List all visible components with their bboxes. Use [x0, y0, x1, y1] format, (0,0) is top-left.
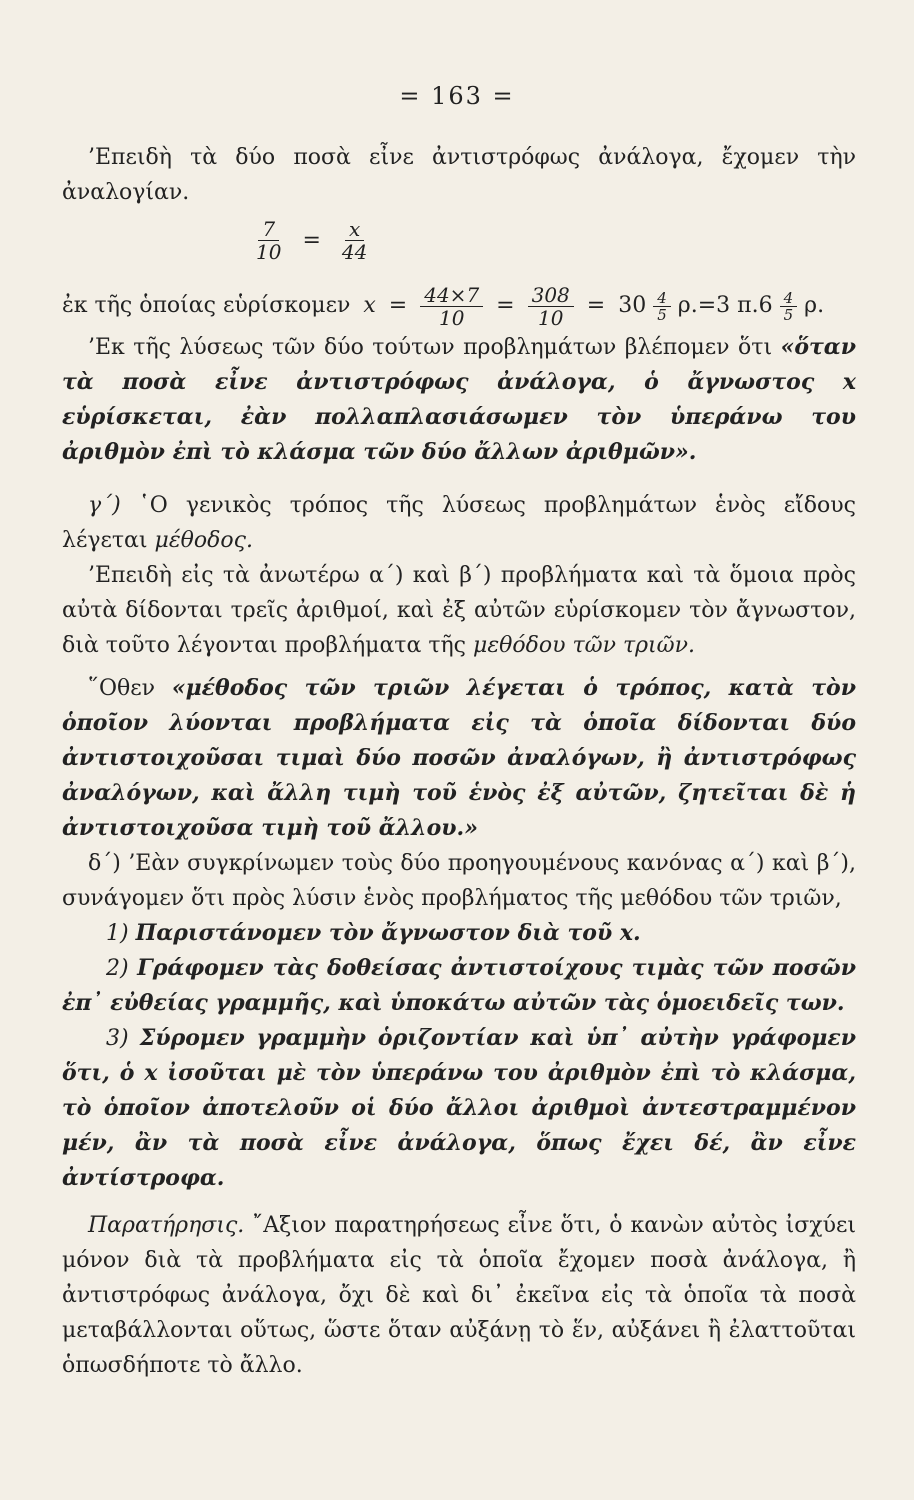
list-item: 3) Σύρομεν γραμμὴν ὁριζοντίαν καὶ ὑπ᾽ αὐτὴν γράφομεν ὅτι, ὁ x ἰσοῦται μὲ τὸν ὑπεράνω του ἀριθμὸν ἐπὶ τὸ κλάσμα, τὸ ὁποῖον ἀποτελοῦν οἱ δύο ἄλλοι ἀριθμοὶ ἀντεστραμμένον μέν, ἂν τὰ ποσὰ εἶνε ἀνάλογα, ὅπως ἔχει δέ, ἂν εἶνε ἀντίστροφα. [62, 1025, 856, 1191]
fraction-rhs: $\frac{x}{44}$ [341, 217, 368, 264]
solution-equation: ἐκ τῆς ὁποίας εὑρίσκομεν x = $\frac{44\times 7}{10}$ = $\frac{308}{10}$ = 30 $\frac{4}{5}$ ρ.=3 π.6 $\frac{4}{5}$ ρ. [62, 282, 825, 330]
fraction-product: $\frac{44\times 7}{10}$ [420, 284, 483, 329]
proportion-equation: $\frac{7}{10}$ = $\frac{x}{44}$ [252, 218, 856, 280]
paragraph-rule-of-three-definition: ῞Οθεν «μέθοδος τῶν τριῶν λέγεται ὁ τρόπος, κατὰ τὸν ὁποῖον λύονται προβλήματα εἰς τὰ ὁποῖα δίδονται δύο ἀντιστοιχοῦσαι τιμαὶ δύο ποσῶν ἀναλόγων, ἢ ἀντιστρόφως ἀναλόγων, καὶ ἄλλη τιμὴ τοῦ ἑνὸς ἐξ αὐτῶν, ζητεῖται δὲ ἡ ἀντιστοιχοῦσα τιμὴ τοῦ ἄλλου.» [62, 675, 856, 841]
list-item: 2) Γράφομεν τὰς δοθείσας ἀντιστοίχους τιμὰς τῶν ποσῶν ἐπ᾽ εὐθείας γραμμῆς, καὶ ὑποκάτω αὐτῶν τὰς ὁμοειδεῖς των. [62, 955, 857, 1016]
section-label-gamma: γ΄) [88, 493, 121, 518]
paragraph-proportion-intro: ’Επειδὴ τὰ δύο ποσὰ εἶνε ἀντιστρόφως ἀνάλογα, ἔχομεν τὴν ἀναλογίαν. [62, 145, 856, 205]
inverse-rule-statement: «ὅταν τὰ ποσὰ εἶνε ἀντιστρόφως ἀνάλογα, ὁ ἄγνωστος x εὑρίσκεται, ἐὰν πολλαπλασιάσωμεν τὸν ὑπεράνω του ἀριθμὸν ἐπὶ τὸ κλάσμα τῶν δύο ἄλλων ἀριθμῶν». [62, 334, 856, 465]
fraction-mixed-1: $\frac{4}{5}$ [653, 290, 671, 323]
paragraph-method-definition: γ΄) ῾Ο γενικὸς τρόπος τῆς λύσεως προβλημάτων ἑνὸς εἴδους λέγεται μέθοδος. [62, 493, 856, 553]
page-body [62, 140, 856, 1383]
paragraph-comparison: δ΄) ’Εὰν συγκρίνωμεν τοὺς δύο προηγουμένους κανόνας α΄) καὶ β΄), συνάγομεν ὅτι πρὸς λύσιν ἑνὸς προβλήματος τῆς μεθόδου τῶν τριῶν, [62, 851, 856, 911]
fraction-lhs: $\frac{7}{10}$ [256, 217, 282, 264]
page-number: = 163 = [399, 82, 515, 110]
remark-label: Παρατήρησις. [88, 1213, 245, 1238]
fraction-result: $\frac{308}{10}$ [528, 284, 574, 329]
steps-list [62, 916, 856, 1196]
rule-of-three-statement: «μέθοδος τῶν τριῶν λέγεται ὁ τρόπος, κατὰ τὸν ὁποῖον λύονται προβλήματα εἰς τὰ ὁποῖα δίδονται δύο ἀντιστοιχοῦσαι τιμαὶ δύο ποσῶν ἀναλόγων, ἢ ἀντιστρόφως ἀναλόγων, καὶ ἄλλη τιμὴ τοῦ ἑνὸς ἐξ αὐτῶν, ζητεῖται δὲ ἡ ἀντιστοιχοῦσα τιμὴ τοῦ ἄλλου.» [62, 675, 856, 841]
section-label-delta: δ΄) [88, 851, 121, 876]
paragraph-inverse-rule: ’Εκ τῆς λύσεως τῶν δύο τούτων προβλημάτων βλέπομεν ὅτι «ὅταν τὰ ποσὰ εἶνε ἀντιστρόφως ἀνάλογα, ὁ ἄγνωστος x εὑρίσκεται, ἐὰν πολλαπλασιάσωμεν τὸν ὑπεράνω του ἀριθμὸν ἐπὶ τὸ κλάσμα τῶν δύο ἄλλων ἀριθμῶν». [62, 334, 856, 465]
paragraph-remark: Παρατήρησις. ῎Αξιον παρατηρήσεως εἶνε ὅτι, ὁ κανὼν αὐτὸς ἰσχύει μόνον διὰ τὰ προβλήματα εἰς τὰ ὁποῖα ἔχομεν ποσὰ ἀνάλογα, ἢ ἀντιστρόφως ἀνάλογα, ὄχι δὲ καὶ δι᾽ ἐκεῖνα εἰς τὰ ὁποῖα τὰ ποσὰ μεταβάλλονται οὕτως, ὥστε ὅταν αὐξάνῃ τὸ ἕν, αὐξάνει ἢ ἐλαττοῦται ὁπωσδήποτε τὸ ἄλλο. [62, 1213, 856, 1378]
fraction-mixed-2: $\frac{4}{5}$ [780, 290, 798, 323]
list-item: 1) Παριστάνομεν τὸν ἄγνωστον διὰ τοῦ x. [106, 920, 641, 946]
paragraph-rule-of-three: ’Επειδὴ εἰς τὰ ἀνωτέρω α΄) καὶ β΄) προβλήματα καὶ τὰ ὅμοια πρὸς αὐτὰ δίδονται τρεῖς ἀριθμοί, καὶ ἐξ αὐτῶν εὑρίσκομεν τὸν ἄγνωστον, διὰ τοῦτο λέγονται προβλήματα τῆς μεθόδου τῶν τριῶν. [62, 563, 856, 658]
